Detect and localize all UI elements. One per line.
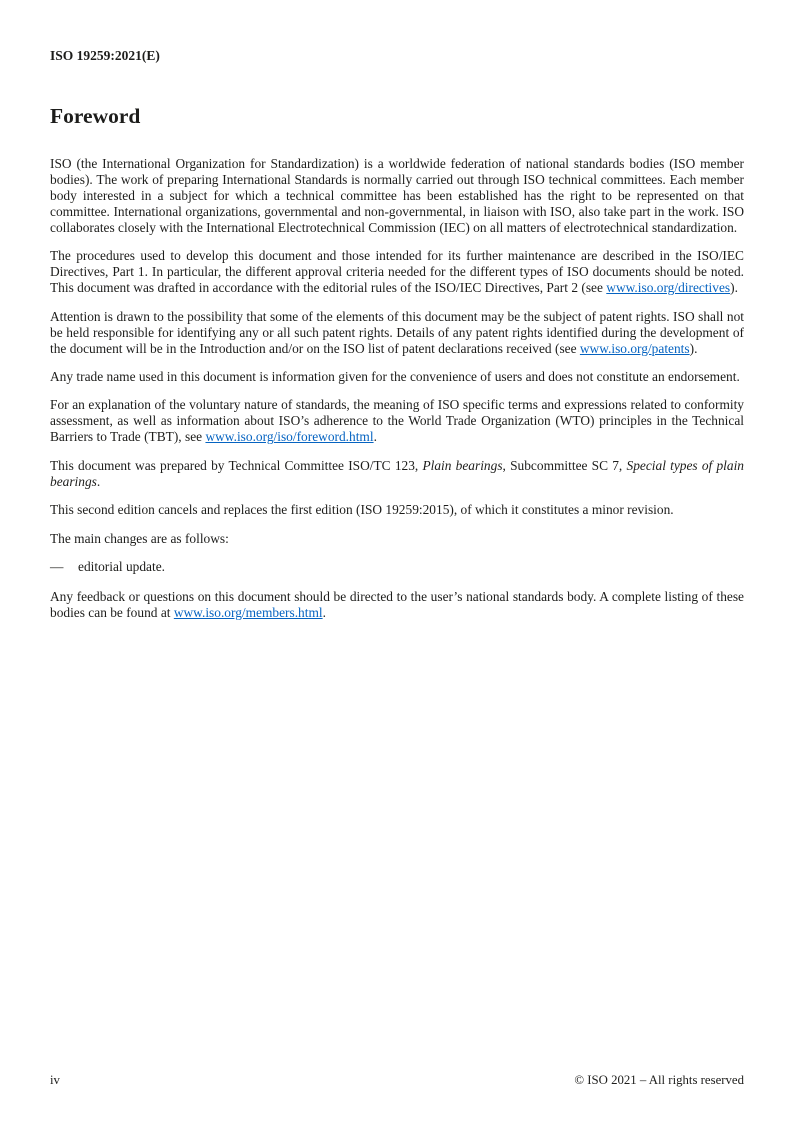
dash-marker: — <box>50 559 64 575</box>
paragraph-text: The main changes are as follows: <box>50 530 229 546</box>
paragraph-text: . <box>373 429 377 445</box>
paragraph-text: ISO (the International Organization for Standardization) is a worldwide federation of national standards bodies (ISO member bodies). The work of preparing International Standards is normally carried out through ISO technical committees. Each member body interested in a subject for which a technical committee has been established has the right to be represented on that committee. International organizations, governmental and non-governmental, in liaison with ISO, also take part in the work. ISO collaborates closely with the International Electrotechnical Commission (IEC) on all matters of electrotechnical standardization. <box>50 156 744 235</box>
document-footer <box>50 1073 744 1088</box>
paragraph-text: ). <box>730 280 738 296</box>
paragraph-committee <box>50 458 744 490</box>
paragraph-text: Attention is drawn to the possibility that some of the elements of this document may be the subject of patent rights. ISO shall not be held responsible for identifying any or all such patent rights. Details of any patent rights identified during the development of the document will be in the Introduction and/or on the ISO list of patent declarations received (see <box>50 308 744 356</box>
subcommittee-name-italic: Special types of plain bearings <box>50 457 744 489</box>
paragraph-text: . <box>96 473 101 489</box>
paragraph-text: This second edition cancels and replaces the first edition (ISO 19259:2015), of which it constitutes a minor revision. <box>50 502 674 518</box>
list-item-text: editorial update. <box>78 559 166 575</box>
copyright-notice: © ISO 2021 – All rights reserved <box>574 1073 744 1087</box>
link-iso-patents[interactable]: www.iso.org/patents <box>579 340 690 356</box>
paragraph-text: This document was prepared by Technical Committee ISO/TC 123, <box>50 457 423 473</box>
page-title: Foreword <box>50 104 141 128</box>
paragraph-feedback <box>50 589 744 621</box>
paragraph-text: ). <box>689 340 698 356</box>
paragraph-iso-intro <box>50 156 744 236</box>
paragraph-wto <box>50 397 744 445</box>
paragraph-text: . <box>322 605 326 621</box>
page-number: iv <box>50 1073 60 1087</box>
paragraph-text: For an explanation of the voluntary nature of standards, the meaning of ISO specific terms and expressions related to conformity assessment, as well as information about ISO’s adherence to the World Trade Organization (WTO) principles in the Technical Barriers to Trade (TBT), see <box>50 397 744 445</box>
paragraph-text: , Subcommittee SC 7, <box>502 457 627 473</box>
paragraph-changes-intro <box>50 531 744 547</box>
document-content <box>50 104 744 633</box>
document-id: ISO 19259:2021(E) <box>50 48 160 63</box>
committee-name-italic: Plain bearings <box>422 457 503 473</box>
paragraph-patents <box>50 309 744 357</box>
link-iso-foreword[interactable]: www.iso.org/iso/foreword.html <box>205 429 374 445</box>
paragraph-text: Any trade name used in this document is information given for the convenience of users and does not constitute an endorsement. <box>50 368 740 384</box>
paragraph-procedures <box>50 248 744 296</box>
link-iso-directives[interactable]: www.iso.org/directives <box>606 280 731 296</box>
paragraph-text: Any feedback or questions on this document should be directed to the user’s national standards body. A complete listing of these bodies can be found at <box>50 589 744 621</box>
paragraph-trade-name <box>50 369 744 385</box>
link-iso-members[interactable]: www.iso.org/members.html <box>173 605 323 621</box>
paragraph-edition <box>50 502 744 518</box>
paragraph-text: The procedures used to develop this document and those intended for its further maintenance are described in the ISO/IEC Directives, Part 1. In particular, the different approval criteria needed for the different types of ISO documents should be noted. This document was drafted in accordance with the editorial rules of the ISO/IEC Directives, Part 2 (see <box>50 248 744 296</box>
list-item-editorial-update <box>50 559 744 575</box>
